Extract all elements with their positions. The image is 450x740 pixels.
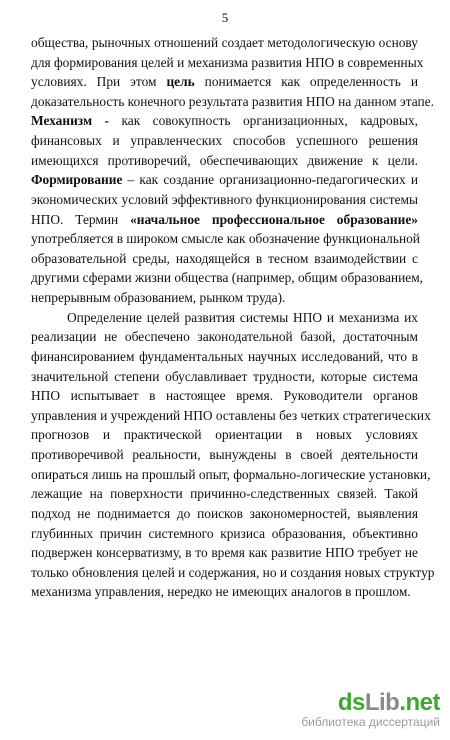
- text-run: подход не поднимается до поисков закономерностей, выявления: [31, 505, 418, 521]
- text-line: [31, 466, 431, 483]
- text-run: глубинных причин системного кризиса образования, объективно: [31, 525, 418, 541]
- text-run: как совокупность организационных, кадровых,: [109, 113, 419, 129]
- text-run: НПО. Термин: [31, 211, 131, 227]
- text-run: понимается как определенность и: [194, 74, 419, 90]
- watermark-lib: Lib: [364, 689, 400, 716]
- text-run: реализации не обеспечено законодательной базой, достаточным: [31, 329, 418, 345]
- bold-term: Формирование: [31, 172, 123, 188]
- text-line: [31, 73, 418, 90]
- text-line: [31, 505, 418, 522]
- text-line: [31, 368, 418, 385]
- text-run: прогнозов и практической ориентации в новых условиях: [31, 427, 418, 443]
- text-run: финансированием фундаментальных научных исследований, что в: [31, 348, 418, 364]
- text-line: [31, 289, 418, 306]
- text-line: [31, 544, 418, 561]
- text-run: значительной степени обуславливает трудности, которые система: [31, 368, 418, 384]
- text-line: [31, 407, 431, 424]
- text-run: употребляется в широком смысле как обозначение функциональной: [31, 231, 420, 247]
- text-run: противоречивой реальности, вынуждены в своей деятельности: [31, 447, 418, 463]
- text-line: [31, 328, 418, 345]
- text-run: экономических условий эффективного функционирования системы: [31, 191, 418, 207]
- text-line: [31, 426, 418, 443]
- text-line: [31, 152, 418, 169]
- page-number: 5: [221, 10, 229, 25]
- text-line: [31, 34, 418, 51]
- text-run: другими сферами жизни общества (например, общим образованием,: [31, 270, 424, 286]
- text-line: [31, 485, 418, 502]
- text-run: опираться лишь на прошлый опыт, формально-логические установки,: [31, 466, 431, 482]
- text-line: [31, 112, 418, 129]
- text-run: образовательной среды, находящейся в тесном взаимодействии с: [31, 250, 418, 266]
- text-run: НПО испытывает в настоящее время. Руководители органов: [31, 388, 418, 404]
- text-line: [31, 250, 418, 267]
- text-run: – как создание организационно-педагогических и: [122, 172, 418, 188]
- text-run: непрерывным образованием, рынком труда).: [31, 290, 286, 306]
- text-line: [31, 269, 424, 286]
- text-line: [31, 446, 418, 463]
- text-line: [31, 54, 424, 71]
- text-run: доказательность конечного результата развития НПО на данном этапе.: [31, 93, 434, 109]
- text-line: [31, 387, 418, 404]
- text-line: [31, 211, 418, 228]
- text-line: [31, 564, 435, 581]
- bold-term: «начальное профессиональное образование»: [130, 211, 418, 227]
- text-run: финансовых и управленческих способов успешного решения: [31, 133, 418, 149]
- watermark-logo: [250, 690, 440, 729]
- text-run: имеющихся противоречий, обеспечивающих движение к цели.: [31, 152, 418, 168]
- text-run: для формирования целей и механизма развития НПО в современных: [31, 54, 424, 70]
- text-run: только обновления целей и содержания, но и создания новых структур: [31, 564, 435, 580]
- text-run: подвержен консерватизму, в то время как развитие НПО требует не: [31, 545, 418, 561]
- text-run: лежащие на поверхности причинно-следственных связей. Такой: [31, 486, 418, 502]
- text-line: [67, 309, 418, 326]
- text-line: [31, 132, 418, 149]
- text-line: [31, 230, 418, 247]
- text-line: [31, 171, 418, 188]
- text-line: [31, 191, 418, 208]
- text-run: механизма управления, нередко не имеющих аналогов в прошлом.: [31, 584, 411, 600]
- text-run: условиях. При этом: [31, 74, 167, 90]
- text-line: [31, 525, 418, 542]
- bold-term: цель: [166, 74, 195, 90]
- watermark-net: .net: [399, 689, 440, 716]
- watermark-ds: ds: [337, 689, 365, 716]
- text-line: [31, 583, 418, 600]
- watermark-subtitle: библиотека диссертаций: [301, 715, 440, 729]
- bold-term: Механизм -: [31, 113, 110, 129]
- text-run: управления и учреждений НПО оставлены без четких стратегических: [31, 407, 431, 423]
- text-line: [31, 93, 434, 110]
- text-run: Определение целей развития системы НПО и механизма их: [67, 309, 418, 325]
- watermark-logo-text: [250, 690, 440, 716]
- text-line: [31, 348, 418, 365]
- text-run: общества, рыночных отношений создает методологическую основу: [31, 35, 418, 50]
